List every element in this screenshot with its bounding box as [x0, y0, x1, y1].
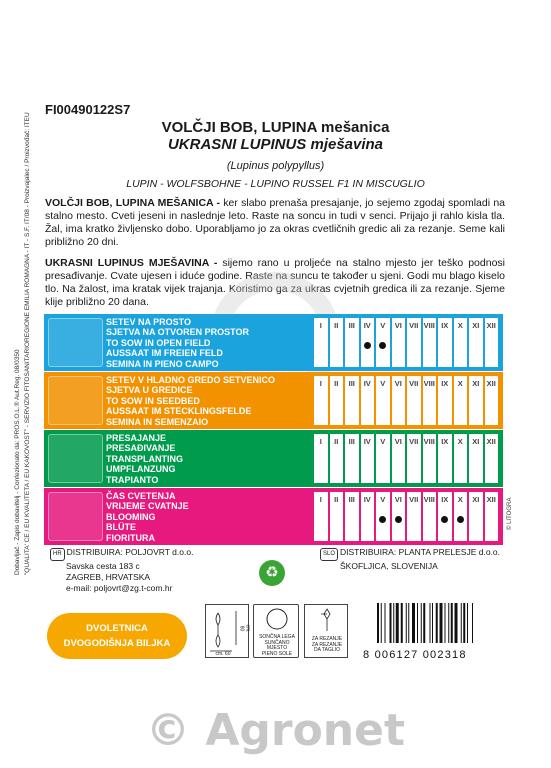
- month-cell: [454, 434, 468, 483]
- cut-flower-icon: [304, 604, 348, 658]
- month-cell: [469, 434, 483, 483]
- barcode-bar: [423, 603, 425, 643]
- month-label: VIII: [423, 379, 435, 388]
- spacing-icon: [205, 604, 249, 658]
- month-cell: [392, 492, 406, 541]
- barcode-bar: [406, 603, 407, 643]
- month-cell: [376, 318, 390, 367]
- month-label: XII: [486, 379, 496, 388]
- barcode-bar: [390, 603, 392, 643]
- side-copyright: © LITOGRA: [507, 497, 513, 530]
- active-month-dot: [457, 516, 464, 523]
- month-cell: [392, 434, 406, 483]
- month-label: III: [348, 495, 355, 504]
- title-slovenian: VOLČJI BOB, LUPINA mešanica: [161, 119, 390, 136]
- barcode-bar: [417, 603, 418, 643]
- month-grid: [314, 376, 500, 425]
- month-cell: [407, 492, 421, 541]
- description-slovenian: [45, 197, 505, 249]
- month-label: I: [319, 321, 322, 330]
- month-grid: [314, 492, 500, 541]
- month-label: IV: [363, 321, 371, 330]
- month-cell: [330, 318, 344, 367]
- active-month-dot: [379, 342, 386, 349]
- spacing-col-label: cm. 60: [215, 651, 231, 657]
- month-label: I: [319, 495, 322, 504]
- month-cell: [392, 318, 406, 367]
- month-label: I: [319, 437, 322, 446]
- month-label: VII: [409, 495, 419, 504]
- month-cell: [361, 492, 375, 541]
- month-cell: [345, 492, 359, 541]
- month-label: VIII: [423, 321, 435, 330]
- activity-illustration: [48, 492, 103, 541]
- month-label: IV: [363, 379, 371, 388]
- activity-label: PRESAĐIVANJE: [106, 443, 176, 454]
- barcode-bar: [472, 603, 473, 643]
- spacing-row-label: cm. 80: [239, 624, 251, 633]
- month-label: IX: [441, 321, 449, 330]
- biennial-badge-line2: DVOGODIŠNJA BILJKA: [63, 638, 171, 649]
- barcode-bar: [393, 603, 394, 643]
- month-cell: [345, 318, 359, 367]
- barcode-bar: [381, 603, 382, 643]
- activity-label: UMPFLANZUNG: [106, 464, 176, 475]
- month-label: IV: [363, 495, 371, 504]
- active-month-dot: [364, 342, 371, 349]
- activity-labels: [106, 375, 275, 427]
- month-cell: [376, 492, 390, 541]
- month-label: V: [380, 495, 386, 504]
- month-cell: [392, 376, 406, 425]
- barcode-bar: [401, 603, 403, 643]
- barcode-bar: [408, 603, 409, 643]
- calendar-band: [44, 488, 503, 545]
- month-cell: [438, 434, 452, 483]
- month-label: IX: [441, 379, 449, 388]
- activity-label: TRANSPLANTING: [106, 453, 183, 464]
- barcode: [375, 603, 507, 643]
- sun-position-icon: [253, 604, 299, 658]
- month-label: X: [457, 437, 463, 446]
- description-slovenian-body: ker slabo prenaša presajanje, jo sejemo zgodaj spomladi na stalno mesto. Cveti jeseni in naslednje leto. Raste na soncu in tudi v senci. Prijajo ji rahlo kisla tla. Žal, ima kratko življensko dobo. Uporabljamo jo za okras cvetličnih gredic ali za rezanje. Seme kali približno 20 dni.: [45, 197, 506, 248]
- title-croatian: UKRASNI LUPINUS mješavina: [167, 136, 384, 153]
- month-cell: [423, 318, 437, 367]
- month-label: VI: [394, 379, 402, 388]
- active-month-dot: [379, 516, 386, 523]
- month-label: II: [334, 495, 339, 504]
- month-cell: [330, 434, 344, 483]
- distributor-croatia: [50, 547, 193, 594]
- month-label: IV: [363, 437, 371, 446]
- barcode-bar: [421, 603, 422, 643]
- activity-label: SEMINA IN SEMENZAIO: [106, 416, 209, 427]
- description-croatian-head: UKRASNI LUPINUS MJEŠAVINA -: [45, 257, 218, 269]
- activity-label: SETEV V HLADNO GREDO SETVENICO: [106, 375, 276, 385]
- month-cell: [469, 318, 483, 367]
- barcode-bar: [451, 603, 453, 643]
- month-cell: [438, 492, 452, 541]
- barcode-bar: [448, 603, 449, 643]
- biennial-badge-line1: DVOLETNICA: [86, 623, 148, 634]
- distributor-croatia-line1: DISTRIBUIRA: POLJOVRT d.o.o.: [66, 547, 194, 557]
- month-label: I: [319, 379, 322, 388]
- recycle-icon: ♻: [259, 560, 285, 586]
- month-label: III: [348, 321, 355, 330]
- watermark: © Agronet: [146, 705, 405, 756]
- month-label: VII: [409, 437, 419, 446]
- month-label: VI: [394, 321, 402, 330]
- sun-position-caption: SONČNA LEGA SUNČANO MJESTO PIENO SOLE: [259, 634, 295, 657]
- month-cell: [485, 318, 499, 367]
- cut-flower-caption: ZA REZANJE ZA REZANJE DA TAGLIO: [311, 636, 343, 653]
- calendar-band: [44, 430, 503, 487]
- activity-label: BLOOMING: [106, 511, 156, 522]
- month-cell: [423, 492, 437, 541]
- month-cell: [485, 376, 499, 425]
- month-cell: [361, 434, 375, 483]
- barcode-bar: [396, 603, 399, 643]
- month-cell: [423, 376, 437, 425]
- month-label: IX: [441, 437, 449, 446]
- side-text-quality: "QUALITA' CE / EU KVALITETA / EU KAKOVOST" - SERVIZIO FITOSANITARIOREGIONE EMILIA ROMAGNA - IT - S.F. IT/08 - Proizvajalec / Proizvođač: ITEU: [24, 112, 31, 575]
- activity-label: SETEV NA PROSTO: [106, 317, 192, 327]
- month-label: VIII: [423, 495, 435, 504]
- month-cell: [485, 492, 499, 541]
- month-label: XI: [472, 379, 480, 388]
- barcode-bar: [377, 603, 379, 643]
- activity-label: BLÜTE: [106, 522, 136, 533]
- barcode-bar: [467, 603, 468, 643]
- month-cell: [454, 318, 468, 367]
- distributor-croatia-line3: ZAGREB, HRVATSKA: [66, 572, 151, 582]
- activity-illustration: [48, 434, 103, 483]
- barcode-bar: [432, 603, 433, 643]
- month-cell: [438, 318, 452, 367]
- distributor-slovenia: [320, 547, 500, 572]
- month-label: V: [380, 321, 386, 330]
- month-label: XI: [472, 495, 480, 504]
- month-grid: [314, 434, 500, 483]
- month-cell: [314, 434, 328, 483]
- month-cell: [345, 376, 359, 425]
- month-label: XII: [486, 321, 496, 330]
- active-month-dot: [395, 516, 402, 523]
- activity-illustration: [48, 376, 103, 425]
- active-month-dot: [441, 516, 448, 523]
- month-cell: [345, 434, 359, 483]
- calendar-band: [44, 314, 503, 371]
- month-label: III: [348, 379, 355, 388]
- activity-labels: [106, 433, 183, 485]
- activity-label: VRIJEME CVATNJE: [106, 501, 189, 512]
- month-label: X: [457, 321, 463, 330]
- activity-label: AUSSAAT IM STECKLINGSFELDE: [106, 406, 252, 417]
- description-slovenian-head: VOLČJI BOB, LUPINA MEŠANICA -: [45, 197, 221, 209]
- barcode-bar: [412, 603, 415, 643]
- activity-illustration: [48, 318, 103, 367]
- barcode-number: 8 006127 002318: [363, 649, 467, 661]
- month-cell: [469, 492, 483, 541]
- latin-name: (Lupinus polypyllus): [226, 160, 325, 172]
- barcode-bar: [385, 603, 386, 643]
- month-label: VII: [409, 321, 419, 330]
- activity-label: TO SOW IN OPEN FIELD: [106, 337, 211, 348]
- multilingual-name: LUPIN - WOLFSBOHNE - LUPINO RUSSEL F1 IN MISCUGLIO: [126, 178, 425, 190]
- month-grid: [314, 318, 500, 367]
- barcode-bar: [445, 603, 446, 643]
- activity-label: SEMINA IN PIENO CAMPO: [106, 358, 219, 369]
- month-cell: [407, 376, 421, 425]
- activity-label: AUSSAAT IM FREIEN FELD: [106, 348, 223, 359]
- month-label: VII: [409, 379, 419, 388]
- activity-label: SJETVA NA OTVOREN PROSTOR: [106, 327, 250, 338]
- sku-code: FI00490122S7: [45, 102, 131, 117]
- activity-labels: [106, 491, 189, 543]
- description-croatian-body: sijemo rano u proljeće na stalno mjesto jer teško podnosi presađivanje. Cvate ujesen i iduće godine. Raste na suncu te također u sjeni. Godi mu blago kiselo tlo. Na žalost, ima kratak vijek trajanja. Koristimo ga za ukras cvjetnih gredica ili za rezanje. Sjeme klije približno 20 dana.: [45, 257, 505, 308]
- barcode-bar: [463, 603, 465, 643]
- month-label: II: [334, 321, 339, 330]
- month-label: III: [348, 437, 355, 446]
- month-label: VI: [394, 437, 402, 446]
- month-cell: [314, 376, 328, 425]
- month-cell: [485, 434, 499, 483]
- month-label: VIII: [423, 437, 435, 446]
- month-label: VI: [394, 495, 402, 504]
- activity-label: FIORITURA: [106, 532, 155, 543]
- activity-label: TRAPIANTO: [106, 474, 159, 485]
- barcode-bar: [455, 603, 458, 643]
- month-cell: [314, 318, 328, 367]
- month-label: XII: [486, 495, 496, 504]
- month-cell: [330, 492, 344, 541]
- distributor-croatia-tag: HR: [50, 548, 65, 561]
- month-cell: [376, 376, 390, 425]
- calendar-band: [44, 372, 503, 429]
- distributor-croatia-email: e-mail: poljovrt@zg.t-com.hr: [66, 583, 173, 593]
- month-label: X: [457, 495, 463, 504]
- month-label: IX: [441, 495, 449, 504]
- month-cell: [407, 434, 421, 483]
- barcode-bar: [436, 603, 438, 643]
- month-cell: [361, 318, 375, 367]
- month-cell: [376, 434, 390, 483]
- month-cell: [454, 376, 468, 425]
- activity-label: SJETVA U GREDICE: [106, 385, 193, 396]
- distributor-slovenia-tag: SLO: [320, 548, 338, 561]
- month-cell: [407, 318, 421, 367]
- distributor-slovenia-line1: DISTRIBUIRA: PLANTA PRELESJE d.o.o.: [340, 547, 500, 557]
- month-cell: [361, 376, 375, 425]
- activity-label: PRESAJANJE: [106, 433, 167, 443]
- month-cell: [454, 492, 468, 541]
- barcode-bar: [461, 603, 462, 643]
- distributor-slovenia-line2: ŠKOFLJICA, SLOVENIJA: [340, 561, 438, 571]
- barcode-bar: [430, 603, 431, 643]
- activity-label: ČAS CVETENJA: [106, 491, 176, 501]
- month-cell: [469, 376, 483, 425]
- distributor-croatia-line2: Savska cesta 183 c: [66, 561, 140, 571]
- month-label: V: [380, 379, 386, 388]
- barcode-bar: [440, 603, 443, 643]
- month-label: X: [457, 379, 463, 388]
- month-cell: [423, 434, 437, 483]
- month-label: V: [380, 437, 386, 446]
- month-cell: [438, 376, 452, 425]
- month-label: XII: [486, 437, 496, 446]
- activity-labels: [106, 317, 249, 369]
- month-label: XI: [472, 321, 480, 330]
- month-label: II: [334, 379, 339, 388]
- month-cell: [314, 492, 328, 541]
- month-label: II: [334, 437, 339, 446]
- activity-label: TO SOW IN SEEDBED: [106, 395, 200, 406]
- biennial-badge: [47, 613, 187, 659]
- side-text-supplier: Dobavljač - Zapis dobavitelj - Confezionato da: PROS.O.L.® Aut.Reg. 08/0350: [14, 349, 21, 575]
- month-label: XI: [472, 437, 480, 446]
- month-cell: [330, 376, 344, 425]
